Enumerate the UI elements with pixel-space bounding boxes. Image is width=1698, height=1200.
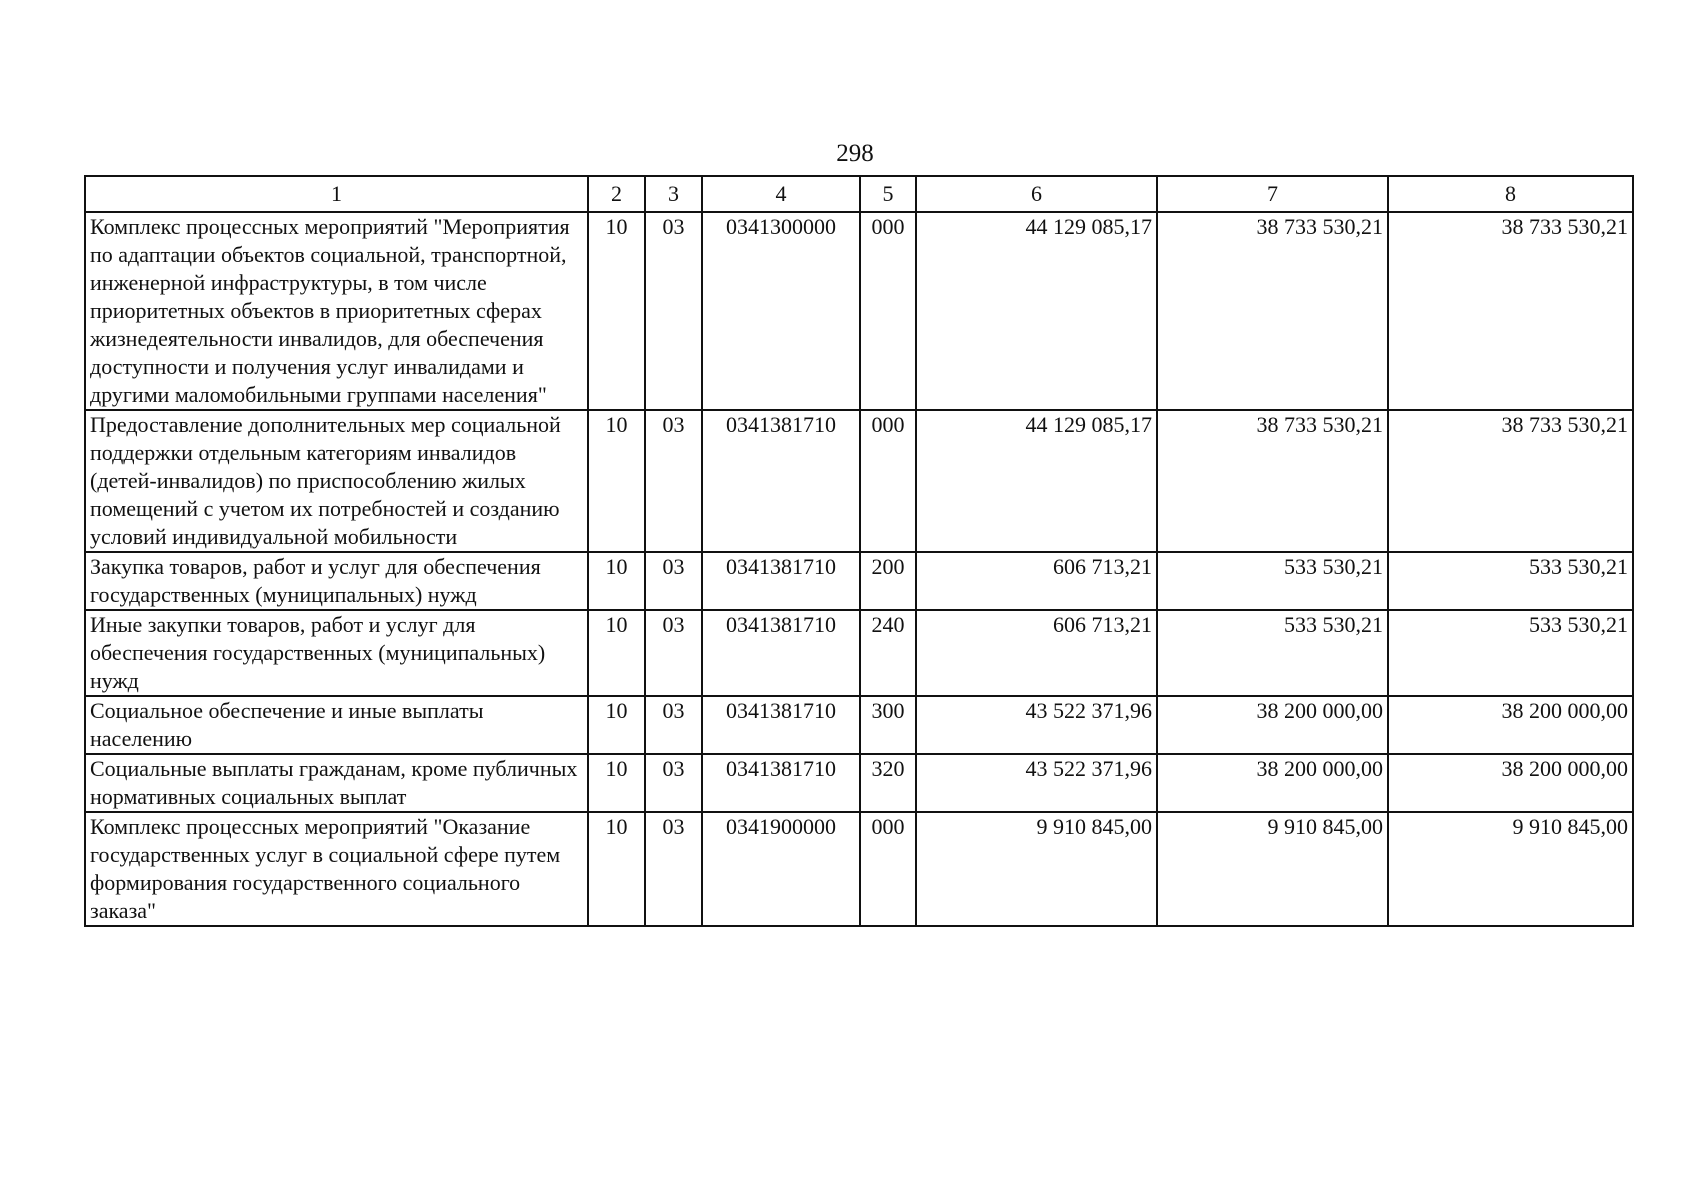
row-name: Иные закупки товаров, работ и услуг для обеспечения государственных (муниципальных) нужд <box>85 610 588 696</box>
amount-col-7: 38 733 530,21 <box>1157 410 1388 552</box>
header-col-2: 2 <box>588 176 645 212</box>
subsection-code: 03 <box>645 812 702 926</box>
expense-type-code: 300 <box>860 696 916 754</box>
amount-col-8: 533 530,21 <box>1388 552 1633 610</box>
amount-col-8: 533 530,21 <box>1388 610 1633 696</box>
page-number: 298 <box>836 140 874 167</box>
amount-col-7: 38 200 000,00 <box>1157 696 1388 754</box>
table-row <box>85 812 1633 926</box>
budget-table <box>84 175 1634 927</box>
expense-type-code: 200 <box>860 552 916 610</box>
expense-type-code: 000 <box>860 212 916 410</box>
amount-col-6: 606 713,21 <box>916 552 1157 610</box>
amount-col-6: 43 522 371,96 <box>916 696 1157 754</box>
header-col-7: 7 <box>1157 176 1388 212</box>
expense-type-code: 320 <box>860 754 916 812</box>
target-article-code: 0341381710 <box>702 552 860 610</box>
row-name: Закупка товаров, работ и услуг для обеспечения государственных (муниципальных) нужд <box>85 552 588 610</box>
amount-col-7: 533 530,21 <box>1157 552 1388 610</box>
expense-type-code: 000 <box>860 410 916 552</box>
target-article-code: 0341300000 <box>702 212 860 410</box>
header-col-3: 3 <box>645 176 702 212</box>
amount-col-7: 533 530,21 <box>1157 610 1388 696</box>
section-code: 10 <box>588 696 645 754</box>
amount-col-7: 9 910 845,00 <box>1157 812 1388 926</box>
amount-col-6: 44 129 085,17 <box>916 212 1157 410</box>
row-name: Комплекс процессных мероприятий "Мероприятия по адаптации объектов социальной, транспортной, инженерной инфраструктуры, в том числе приоритетных объектов в приоритетных сферах жизнедеятельности инвалидов, для обеспечения доступности и получения услуг инвалидами и другими маломобильными группами населения" <box>85 212 588 410</box>
amount-col-7: 38 200 000,00 <box>1157 754 1388 812</box>
table-row <box>85 212 1633 410</box>
amount-col-6: 43 522 371,96 <box>916 754 1157 812</box>
section-code: 10 <box>588 212 645 410</box>
row-name: Предоставление дополнительных мер социальной поддержки отдельным категориям инвалидов (детей-инвалидов) по приспособлению жилых помещений с учетом их потребностей и созданию условий индивидуальной мобильности <box>85 410 588 552</box>
target-article-code: 0341381710 <box>702 754 860 812</box>
header-col-5: 5 <box>860 176 916 212</box>
section-code: 10 <box>588 754 645 812</box>
subsection-code: 03 <box>645 696 702 754</box>
amount-col-8: 38 733 530,21 <box>1388 212 1633 410</box>
row-name: Комплекс процессных мероприятий "Оказание государственных услуг в социальной сфере путем формирования государственного социального заказа" <box>85 812 588 926</box>
amount-col-8: 9 910 845,00 <box>1388 812 1633 926</box>
section-code: 10 <box>588 610 645 696</box>
subsection-code: 03 <box>645 410 702 552</box>
header-col-6: 6 <box>916 176 1157 212</box>
section-code: 10 <box>588 410 645 552</box>
amount-col-8: 38 733 530,21 <box>1388 410 1633 552</box>
row-name: Социальные выплаты гражданам, кроме публичных нормативных социальных выплат <box>85 754 588 812</box>
table-header-row <box>85 176 1633 212</box>
table-row <box>85 610 1633 696</box>
subsection-code: 03 <box>645 552 702 610</box>
target-article-code: 0341381710 <box>702 696 860 754</box>
section-code: 10 <box>588 552 645 610</box>
table-row <box>85 696 1633 754</box>
row-name: Социальное обеспечение и иные выплаты населению <box>85 696 588 754</box>
table-row <box>85 754 1633 812</box>
subsection-code: 03 <box>645 212 702 410</box>
subsection-code: 03 <box>645 754 702 812</box>
target-article-code: 0341381710 <box>702 610 860 696</box>
table-row <box>85 410 1633 552</box>
amount-col-7: 38 733 530,21 <box>1157 212 1388 410</box>
target-article-code: 0341381710 <box>702 410 860 552</box>
amount-col-6: 9 910 845,00 <box>916 812 1157 926</box>
header-col-8: 8 <box>1388 176 1633 212</box>
expense-type-code: 000 <box>860 812 916 926</box>
amount-col-6: 44 129 085,17 <box>916 410 1157 552</box>
section-code: 10 <box>588 812 645 926</box>
target-article-code: 0341900000 <box>702 812 860 926</box>
subsection-code: 03 <box>645 610 702 696</box>
amount-col-8: 38 200 000,00 <box>1388 696 1633 754</box>
amount-col-8: 38 200 000,00 <box>1388 754 1633 812</box>
header-col-4: 4 <box>702 176 860 212</box>
table-row <box>85 552 1633 610</box>
header-col-1: 1 <box>85 176 588 212</box>
amount-col-6: 606 713,21 <box>916 610 1157 696</box>
expense-type-code: 240 <box>860 610 916 696</box>
